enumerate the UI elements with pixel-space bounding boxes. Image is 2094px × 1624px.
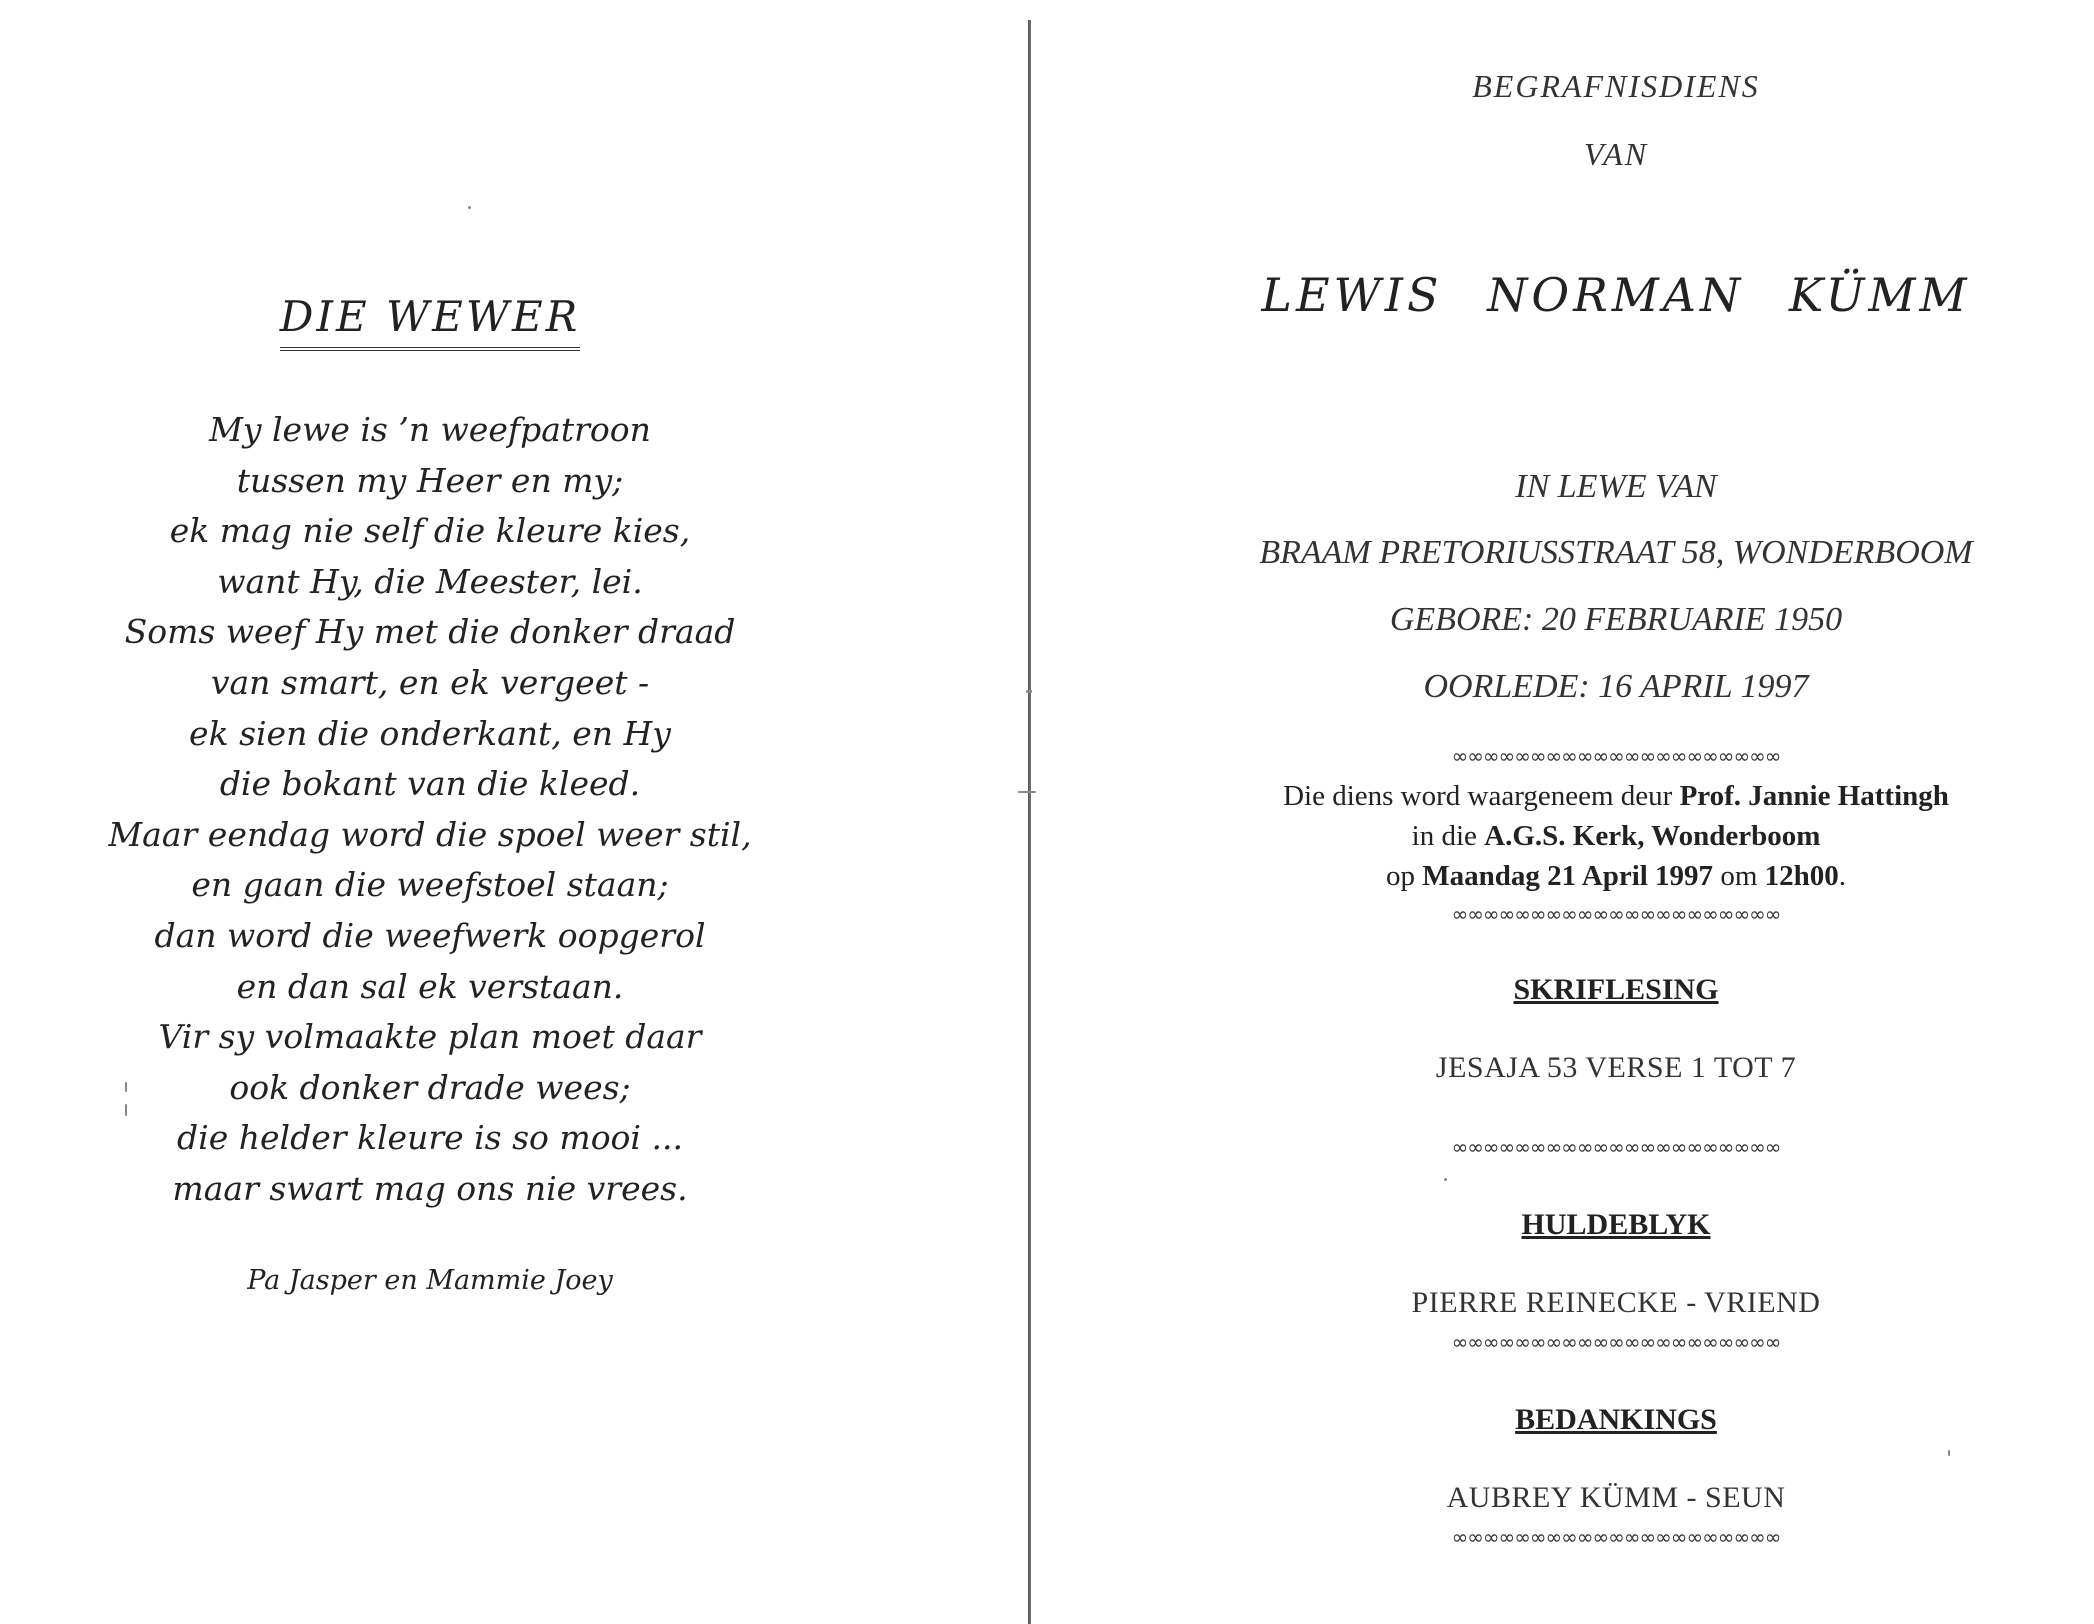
venue-name: A.G.S. Kerk, Wonderboom: [1484, 820, 1821, 852]
poem-line: die bokant van die kleed.: [219, 764, 641, 804]
poem-body: [0, 405, 860, 1215]
venue-line: in die A.G.S. Kerk, Wonderboom: [1411, 820, 1821, 852]
thanks-entry: AUBREY KÜMM - SEUN: [1446, 1481, 1786, 1514]
service-date: Maandag 21 April 1997: [1422, 860, 1714, 892]
poem-line: en dan sal ek verstaan.: [236, 966, 624, 1006]
tribute-entry: PIERRE REINECKE - VRIEND: [1411, 1286, 1821, 1319]
born-date: GEBORE: 20 FEBRUARIE 1950: [1389, 601, 1843, 638]
paper-speck: [1948, 1450, 1950, 1456]
service-title-van: VAN: [1583, 136, 1649, 172]
date-line: op Maandag 21 April 1997 om 12h00.: [1385, 860, 1847, 892]
deceased-name: LEWIS NORMAN KÜMM: [1261, 268, 1971, 322]
separator: ∞∞∞∞∞∞∞∞∞∞∞∞∞∞∞∞∞∞∞∞∞: [1451, 902, 1781, 926]
poem-signature: Pa Jasper en Mammie Joey: [247, 1265, 613, 1296]
poem-line: ek mag nie self die kleure kies,: [169, 511, 691, 551]
death-date: OORLEDE: 16 APRIL 1997: [1423, 668, 1809, 705]
poem-line: ook donker drade wees;: [229, 1067, 631, 1107]
address: BRAAM PRETORIUSSTRAAT 58, WONDERBOOM: [1259, 534, 1973, 571]
poem-line: tussen my Heer en my;: [236, 460, 624, 500]
poem-line: Maar eendag word die spoel weer stil,: [108, 814, 752, 854]
poem-line: die helder kleure is so mooi ...: [177, 1118, 683, 1158]
reading-heading: SKRIFLESING: [1513, 973, 1719, 1006]
officiant-name: Prof. Jannie Hattingh: [1679, 780, 1949, 812]
poem-line: Vir sy volmaakte plan moet daar: [158, 1017, 702, 1057]
separator: ∞∞∞∞∞∞∞∞∞∞∞∞∞∞∞∞∞∞∞∞∞: [1451, 1525, 1781, 1549]
paper-speck: [125, 1104, 127, 1116]
poem-title: DIE WEWER: [0, 292, 860, 351]
service-time: 12h00: [1764, 860, 1839, 892]
service-details: [1032, 776, 2094, 896]
poem-line: dan word die weefwerk oopgerol: [154, 915, 706, 955]
poem-line: maar swart mag ons nie vrees.: [172, 1168, 688, 1208]
poem-line: Soms weef Hy met die donker draad: [124, 612, 736, 652]
separator: ∞∞∞∞∞∞∞∞∞∞∞∞∞∞∞∞∞∞∞∞∞: [1451, 1330, 1781, 1354]
separator: ∞∞∞∞∞∞∞∞∞∞∞∞∞∞∞∞∞∞∞∞∞: [1451, 1135, 1781, 1159]
tribute-heading: HULDEBLYK: [1521, 1208, 1711, 1241]
poem-line: ek sien die onderkant, en Hy: [189, 713, 671, 753]
thanks-heading: BEDANKINGS: [1515, 1403, 1717, 1436]
paper-speck: [1444, 1178, 1447, 1181]
paper-speck: [468, 206, 471, 209]
poem-line: My lewe is ’n weefpatroon: [209, 410, 651, 449]
service-title: BEGRAFNISDIENS: [1472, 68, 1760, 104]
paper-speck: [125, 1082, 127, 1092]
left-page-poem: [0, 0, 1028, 1624]
reading-entry: JESAJA 53 VERSE 1 TOT 7: [1435, 1051, 1797, 1084]
poem-line: want Hy, die Meester, lei.: [217, 561, 643, 601]
right-page-service: [1032, 0, 2094, 1624]
separator: ∞∞∞∞∞∞∞∞∞∞∞∞∞∞∞∞∞∞∞∞∞: [1451, 744, 1781, 768]
in-lewe-van: IN LEWE VAN: [1515, 468, 1717, 505]
poem-line: en gaan die weefstoel staan;: [191, 865, 669, 905]
center-fold-line: [1028, 20, 1031, 1624]
poem-line: van smart, en ek vergeet -: [210, 662, 650, 702]
officiant-line: Die diens word waargeneem deur Prof. Jannie Hattingh: [1283, 780, 1949, 812]
